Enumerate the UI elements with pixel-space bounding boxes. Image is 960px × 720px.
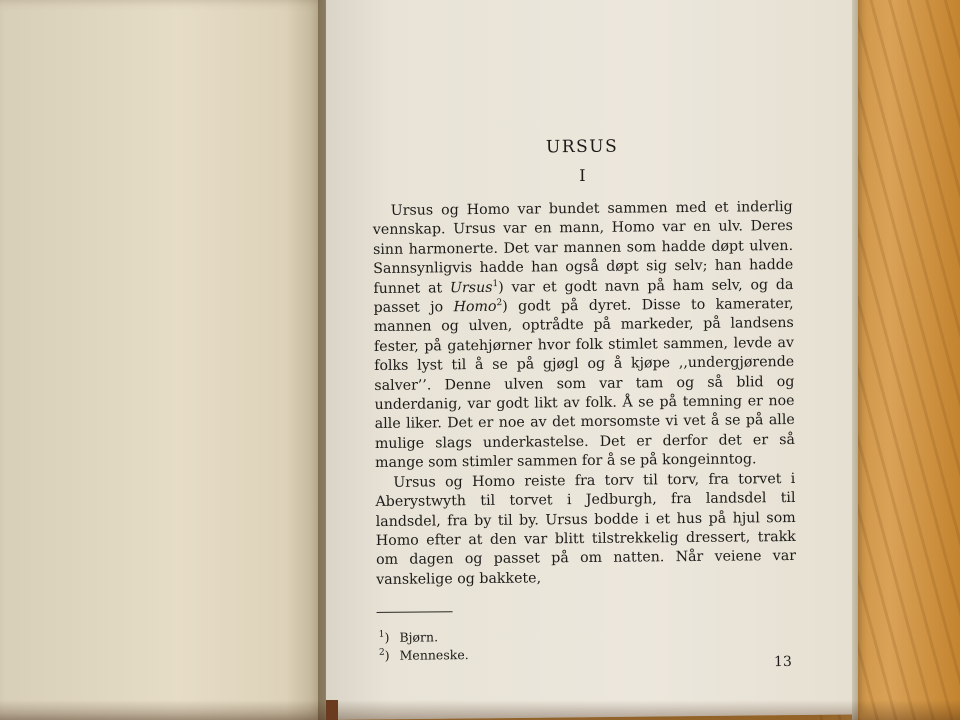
footnote-reference: 1 [492, 278, 499, 289]
footnote-divider [377, 611, 453, 613]
chapter-numeral: I [579, 165, 586, 186]
text-run: ) var et godt navn på ham selv, og da passet jo [373, 276, 794, 317]
footnote-number: 2 [378, 647, 385, 658]
bottom-shadow [0, 700, 960, 720]
footnote-text: Menneske. [399, 647, 469, 663]
text-run: Ursus og Homo var bundet sammen med et inderlig vennskap. Ursus var en mann, Homo var en ulv. Deres sinn harmonerte. Det var mannen som hadde døpt ulven. Sannsynligvis hadde han også døpt sig selv; han hadde funnet at [372, 198, 794, 297]
body-paragraph [375, 470, 796, 590]
footnote-text: Bjørn. [399, 629, 439, 645]
footnote-reference: 2 [496, 298, 503, 309]
footnote-number: 1 [378, 629, 385, 640]
cover-edge [326, 700, 338, 720]
italic-term: Ursus [449, 279, 493, 296]
italic-term: Homo [453, 298, 497, 316]
body-paragraphs [373, 198, 797, 590]
page-edges [852, 0, 858, 720]
body-paragraph [373, 198, 796, 474]
footnote-paren: ) [384, 629, 390, 646]
page-text-block [372, 134, 797, 665]
footnote-paren: ) [384, 647, 390, 664]
text-run: Ursus og Homo reiste fra torv til torv, fra torvet i Aberystwyth til torvet i Jedburgh, fra landsdel til landsdel, fra by til by. Ursus bodde i et hus på hjul som Homo efter at den var blitt tilstrekkelig dressert, trakk om dagen og passet på om natten. Når veiene var vanskelige og bakkete, [375, 470, 797, 588]
page-number: 13 [773, 653, 792, 671]
chapter-title: URSUS [545, 136, 619, 158]
text-run: ) godt på dyret. Disse to kamerater, mannen og ulven, optrådte på markeder, på landsens fester, på gatehjørner hvor folk stimlet sammen, levde av folks lyst til å se på gjøgl og å kjøpe ,,undergjørende salver’’. Denne ulven som var tam og så blid og underdanig, var godt likt av folk. Å se på temning er noe alle liker. Det er noe av det morsomste vi vet å se på alle mulige slags underkastelse. Det er derfor det er så mange som stimler sammen for å se på kongeinntog. [373, 295, 795, 472]
left-blank-page [0, 0, 325, 720]
footnotes [377, 625, 797, 665]
